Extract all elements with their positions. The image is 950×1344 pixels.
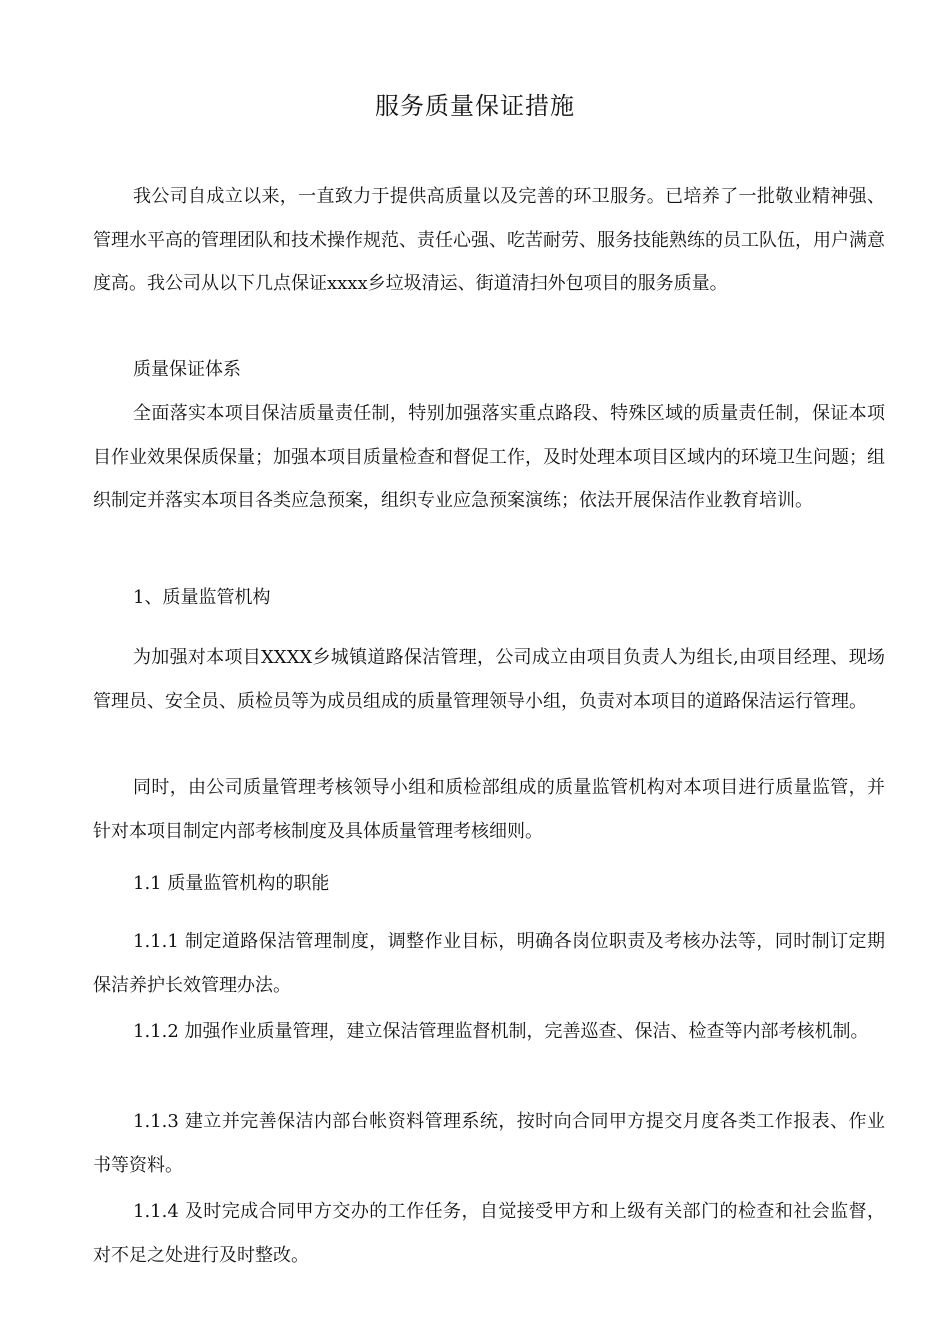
item-1-1-1: 1.1.1 制定道路保洁管理制度，调整作业目标，明确各岗位职责及考核办法等，同时制订定期保洁养护长效管理办法。 bbox=[93, 931, 885, 996]
section-1-heading: 1、质量监管机构 bbox=[133, 587, 271, 608]
intro-paragraph: 我公司自成立以来，一直致力于提供高质量以及完善的环卫服务。已培养了一批敬业精神强、管理水平高的管理团队和技术操作规范、责任心强、吃苦耐劳、服务技能熟练的员工队伍，用户满意度高。我公司从以下几点保证xxxx乡垃圾清运、街道清扫外包项目的服务质量。 bbox=[93, 186, 885, 294]
section-1-paragraph-2: 同时，由公司质量管理考核领导小组和质检部组成的质量监管机构对本项目进行质量监管，并针对本项目制定内部考核制度及具体质量管理考核细则。 bbox=[93, 777, 885, 842]
document-title: 服务质量保证措施 bbox=[375, 92, 575, 120]
section-1-paragraph-1: 为加强对本项目XXXX乡城镇道路保洁管理，公司成立由项目负责人为组长,由项目经理、现场管理员、安全员、质检员等为成员组成的质量管理领导小组，负责对本项目的道路保洁运行管理。 bbox=[93, 647, 885, 712]
quality-system-paragraph: 全面落实本项目保洁质量责任制，特别加强落实重点路段、特殊区域的质量责任制，保证本项目作业效果保质保量；加强本项目质量检查和督促工作，及时处理本项目区域内的环境卫生问题；组织制定并落实本项目各类应急预案，组织专业应急预案演练；依法开展保洁作业教育培训。 bbox=[93, 403, 885, 511]
section-1-1-heading: 1.1 质量监管机构的职能 bbox=[133, 873, 330, 894]
item-1-1-4: 1.1.4 及时完成合同甲方交办的工作任务，自觉接受甲方和上级有关部门的检查和社会监督，对不足之处进行及时整改。 bbox=[93, 1201, 885, 1266]
item-1-1-3: 1.1.3 建立并完善保洁内部台帐资料管理系统，按时向合同甲方提交月度各类工作报表、作业书等资料。 bbox=[93, 1111, 885, 1176]
quality-system-heading: 质量保证体系 bbox=[133, 359, 241, 380]
item-1-1-2: 1.1.2 加强作业质量管理，建立保洁管理监督机制，完善巡查、保洁、检查等内部考核机制。 bbox=[133, 1021, 869, 1042]
